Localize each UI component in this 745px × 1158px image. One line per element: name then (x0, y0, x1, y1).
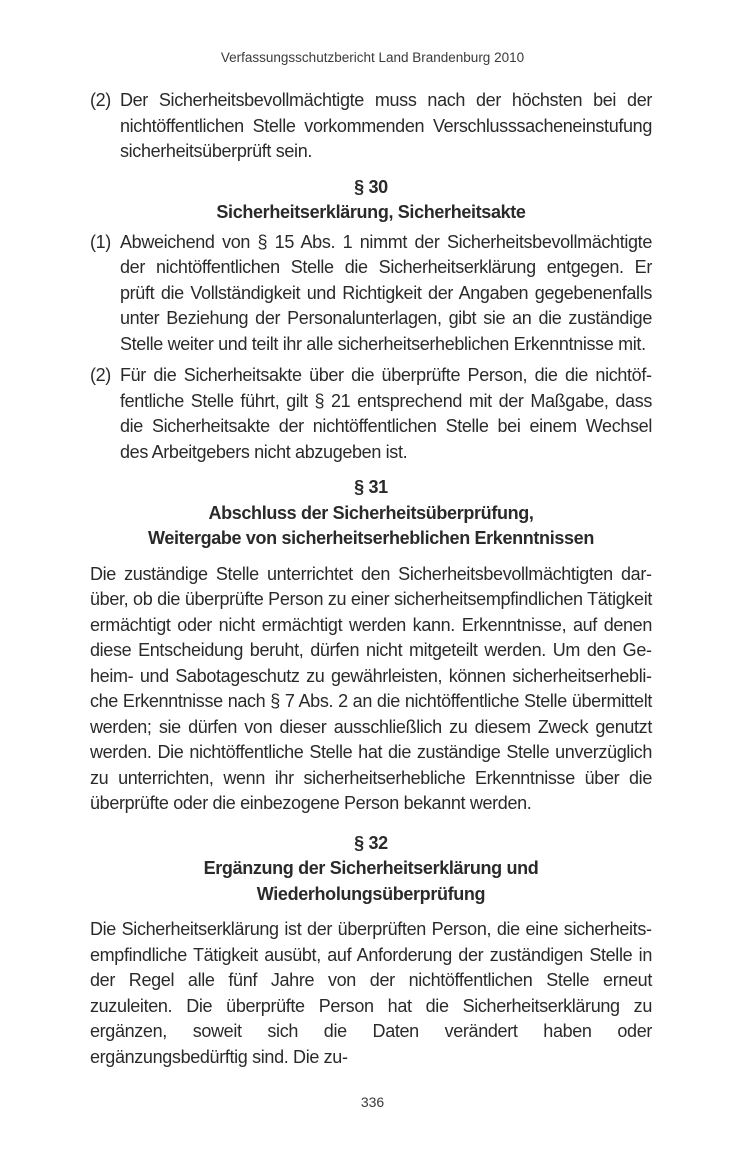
section-30-item-2 (90, 363, 652, 465)
section-title-line-1: Ergänzung der Sicherheitserklärung und (203, 858, 539, 878)
intro-item (90, 88, 652, 165)
section-32-paragraph: Die Sicherheitserklärung ist der überprüften Person, die eine sicherheitsempfindliche Tätigkeit ausübt, auf Anforderung der zuständigen Stelle in der Regel alle fünf Jahre von der nichtöffentlichen Stelle erneut zuzuleiten. Die überprüfte Person hat die Sicherheitserklärung zu ergänzen, soweit sich die Daten verändert haben oder ergänzungsbedürftig sind. Die zu- (90, 919, 652, 1067)
section-30-heading (90, 175, 652, 226)
page-body (90, 88, 652, 1070)
section-title: Sicherheitserklärung, Sicherheitsakte (216, 202, 526, 222)
item-text: Der Sicherheitsbevollmächtigte muss nach der höchsten bei der nichtöffentlichen Stelle vorkommenden Verschlusssacheneinstufung sicherheitsüberprüft sein. (120, 90, 652, 161)
section-31-paragraph: Die zuständige Stelle unterrichtet den Sicherheitsbevollmächtigten darüber, ob die überprüfte Person zu einer sicherheitsempfindlichen Tätigkeit ermächtigt oder nicht ermächtigt werden kann. Erkenntnisse, auf denen diese Entscheidung beruht, dürfen nicht mitgeteilt werden. Um den Geheim- und Sabotageschutz zu gewährleisten, können sicherheitserhebliche Erkenntnisse nach § 7 Abs. 2 an die nichtöffentliche Stelle übermittelt werden; sie dürfen von dieser ausschließlich zu diesem Zweck genutzt werden. Die nichtöffentliche Stelle hat die zuständige Stelle unverzüglich zu unterrichten, wenn ihr sicherheitserhebliche Erkenntnisse über die überprüfte oder die einbezogene Person bekannt werden. (90, 563, 652, 813)
section-title-line-2: Wiederholungsüberprüfung (256, 883, 486, 904)
section-number: § 32 (354, 832, 388, 853)
section-number: § 31 (354, 477, 388, 497)
item-text: Für die Sicherheitsakte über die überprüfte Person, die die nichtöffentliche Stelle führt, gilt § 21 entsprechend mit der Maßgabe, dass die Sicherheitsakte der nichtöffentlichen Stelle bei einem Wechsel des Arbeitgebers nicht abzugeben ist. (120, 365, 652, 462)
item-text: Abweichend von § 15 Abs. 1 nimmt der Sicherheitsbevollmächtigte der nichtöffentlichen Stelle die Sicherheitserklärung entgegen. Er prüft die Vollständigkeit und Richtigkeit der Angaben gegebenenfalls unter Beziehung der Personalunterlagen, gibt sie an die zuständige Stelle weiter und teilt ihr alle sicherheitserheblichen Erkenntnisse mit. (120, 231, 652, 354)
section-number: § 30 (354, 176, 388, 197)
item-number: (2) (90, 90, 111, 110)
item-number: (2) (90, 365, 111, 385)
item-number: (1) (90, 231, 111, 252)
section-30-item-1 (90, 230, 652, 358)
running-header: Verfassungsschutzbericht Land Brandenburg 2010 (220, 50, 525, 65)
section-title-line-1: Abschluss der Sicherheitsüberprüfung, (208, 502, 534, 523)
section-32-heading (90, 831, 652, 908)
page-number: 336 (360, 1094, 385, 1110)
section-31-heading (90, 475, 652, 552)
section-title-line-2: Weitergabe von sicherheitserheblichen Erkenntnissen (148, 528, 594, 548)
